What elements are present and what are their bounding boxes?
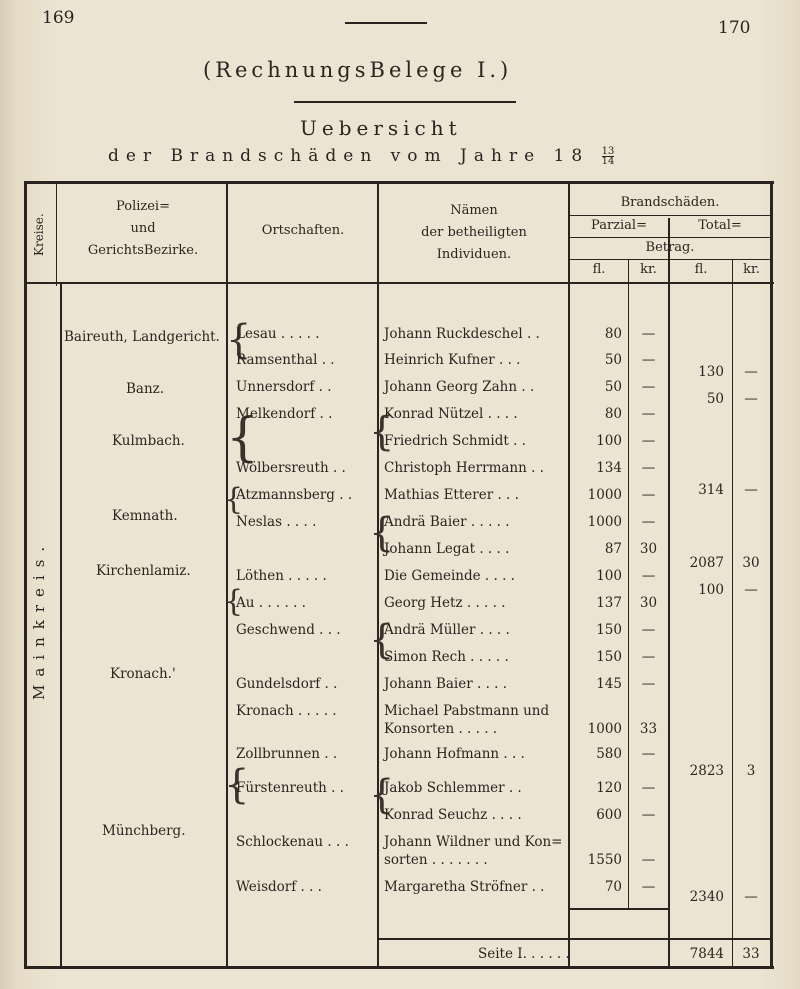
- header-namen: [380, 200, 568, 266]
- individuum-cell: Andrä Baier . . . . .: [384, 514, 510, 530]
- col-line-kreise: [60, 284, 62, 968]
- individuum-cell: Michael Pabstmann und: [384, 703, 550, 719]
- individuum-cell: Johann Hofmann . . .: [384, 746, 525, 762]
- district-label: Kemnath.: [112, 508, 178, 524]
- ortschaft-cell: Melkendorf . .: [236, 406, 333, 422]
- ortschaft-cell: Ramsenthal . .: [236, 352, 335, 368]
- page-number-left: 169: [42, 8, 75, 28]
- parzial-end-rule: [568, 908, 670, 910]
- year-fraction: [602, 147, 615, 166]
- parzial-kr-cell: —: [641, 379, 656, 395]
- individuum-cell: Christoph Herrmann . .: [384, 460, 544, 476]
- header-fl-total: fl.: [694, 262, 708, 277]
- kreis-label: Mainkreis.: [30, 538, 48, 700]
- total-fl: 130: [698, 364, 724, 380]
- district-label: Kulmbach.: [112, 433, 185, 449]
- ortschaft-cell: Geschwend . . .: [236, 622, 341, 638]
- individuum-cell: Margaretha Ströfner . .: [384, 879, 545, 895]
- parzial-kr-cell: —: [641, 352, 656, 368]
- individuum-cell: Mathias Etterer . . .: [384, 487, 519, 503]
- total-kr: —: [744, 889, 758, 905]
- footer-label: Seite I. . . . . .: [478, 946, 570, 962]
- page-title: (RechnungsBelege I.): [203, 58, 513, 82]
- parzial-kr-cell: —: [641, 460, 656, 476]
- subtitle-line: [108, 146, 614, 166]
- parzial-fl-cell: 600: [596, 807, 622, 823]
- table-top-rule: [24, 181, 774, 184]
- individuum-cell: Jakob Schlemmer . .: [384, 780, 522, 796]
- col-line-parzial-kr: [628, 260, 629, 910]
- parzial-fl-cell: 87: [604, 541, 622, 557]
- parzial-kr-cell: —: [641, 326, 656, 342]
- page-number-right: 170: [718, 18, 751, 38]
- brace-icon: {: [369, 772, 395, 818]
- total-fl: 100: [698, 582, 724, 598]
- individuum-cell: Konsorten . . . . .: [384, 721, 498, 737]
- parzial-fl-cell: 137: [596, 595, 622, 611]
- header-bottom-rule: [24, 282, 774, 284]
- parzial-fl-cell: 134: [596, 460, 622, 476]
- table-right-rule: [770, 181, 773, 968]
- total-fl: 2340: [689, 889, 724, 905]
- brace-icon: {: [224, 584, 244, 619]
- header-namen-1: Nämen: [450, 203, 498, 218]
- header-polizei-2: und: [130, 221, 156, 236]
- parzial-kr-cell: —: [641, 676, 656, 692]
- total-fl: 50: [706, 391, 724, 407]
- parzial-fl-cell: 145: [596, 676, 622, 692]
- total-kr: —: [744, 391, 758, 407]
- header-fl-parzial: fl.: [592, 262, 606, 277]
- brace-icon: {: [369, 510, 395, 556]
- parzial-kr-cell: —: [641, 879, 656, 895]
- parzial-fl-cell: 150: [596, 649, 622, 665]
- parzial-fl-cell: 70: [604, 879, 622, 895]
- parzial-kr-cell: 30: [639, 541, 658, 557]
- parzial-fl-cell: 1000: [587, 721, 622, 737]
- parzial-fl-cell: 1000: [587, 487, 622, 503]
- ortschaft-cell: Zollbrunnen . .: [236, 746, 338, 762]
- header-namen-2: der betheiligten: [421, 225, 527, 240]
- parzial-kr-cell: —: [641, 807, 656, 823]
- parzial-fl-cell: 580: [596, 746, 622, 762]
- ortschaft-cell: Atzmannsberg . .: [236, 487, 353, 503]
- ortschaft-cell: Au . . . . . .: [236, 595, 306, 611]
- parzial-kr-cell: 30: [639, 595, 658, 611]
- parzial-kr-cell: —: [641, 622, 656, 638]
- ortschaft-cell: Kronach . . . . .: [236, 703, 337, 719]
- individuum-cell: Johann Baier . . . .: [384, 676, 508, 692]
- individuum-cell: sorten . . . . . . .: [384, 852, 488, 868]
- parzial-kr-cell: —: [641, 406, 656, 422]
- parzial-kr-cell: —: [641, 433, 656, 449]
- individuum-cell: Johann Wildner und Kon=: [384, 834, 563, 850]
- individuum-cell: Johann Georg Zahn . .: [384, 379, 535, 395]
- total-fl: 314: [698, 482, 724, 498]
- individuum-cell: Konrad Nützel . . . .: [384, 406, 518, 422]
- parzial-fl-cell: 80: [604, 406, 622, 422]
- individuum-cell: Johann Legat . . . .: [384, 541, 510, 557]
- parzial-fl-cell: 1000: [587, 514, 622, 530]
- brace-icon: {: [369, 409, 395, 455]
- table-left-rule: [24, 181, 27, 968]
- individuum-cell: Heinrich Kufner . . .: [384, 352, 521, 368]
- header-kr-total: kr.: [743, 262, 760, 277]
- total-fl: 2823: [689, 763, 724, 779]
- header-brandschaden: Brandschäden.: [620, 195, 720, 210]
- subtitle-text: der Brandschäden vom Jahre 18: [108, 146, 590, 166]
- header-namen-3: Individuen.: [436, 247, 512, 262]
- parzial-kr-cell: —: [641, 746, 656, 762]
- title-rule: [294, 101, 516, 103]
- parzial-kr-cell: —: [641, 568, 656, 584]
- footer-top-rule: [378, 938, 772, 940]
- parzial-fl-cell: 50: [604, 379, 622, 395]
- total-fl: 2087: [689, 555, 724, 571]
- parzial-fl-cell: 120: [596, 780, 622, 796]
- parzial-fl-cell: 150: [596, 622, 622, 638]
- ortschaft-cell: Unnersdorf . .: [236, 379, 332, 395]
- parzial-fl-cell: 100: [596, 433, 622, 449]
- ortschaft-cell: Neslas . . . .: [236, 514, 317, 530]
- brace-icon: {: [224, 762, 250, 808]
- total-kr: —: [744, 482, 758, 498]
- individuum-cell: Johann Ruckdeschel . .: [384, 326, 540, 342]
- header-rule: [345, 22, 427, 24]
- individuum-cell: Die Gemeinde . . . .: [384, 568, 515, 584]
- col-line-polizei: [226, 181, 228, 968]
- header-polizei-3: GerichtsBezirke.: [87, 243, 199, 258]
- year-frac-den: 14: [601, 156, 615, 167]
- year-frac-num: 13: [601, 146, 615, 157]
- parzial-fl-cell: 100: [596, 568, 622, 584]
- district-label: Kirchenlamiz.: [96, 563, 191, 579]
- brace-icon: {: [226, 317, 252, 363]
- ortschaft-cell: Wölbersreuth . .: [236, 460, 346, 476]
- ortschaft-cell: Löthen . . . . .: [236, 568, 327, 584]
- col-line-name: [568, 181, 570, 968]
- col-line-total-kr: [732, 260, 733, 968]
- header-polizei: [62, 196, 224, 262]
- header-polizei-1: Polizei=: [116, 199, 170, 214]
- parzial-fl-cell: 80: [604, 326, 622, 342]
- footer-total-kr: 33: [742, 946, 760, 962]
- header-kreise: Kreise.: [32, 213, 46, 256]
- header-total: Total=: [698, 218, 742, 233]
- brace-icon: {: [369, 617, 395, 663]
- parzial-kr-cell: —: [641, 487, 656, 503]
- ortschaft-cell: Fürstenreuth . .: [236, 780, 344, 796]
- table-bottom-rule: [24, 966, 774, 969]
- ortschaft-cell: Gundelsdorf . .: [236, 676, 338, 692]
- district-label: Baireuth, Landgericht.: [64, 329, 220, 345]
- parzial-kr-cell: —: [641, 649, 656, 665]
- header-betrag: Betrag.: [645, 240, 695, 255]
- ortschaft-cell: Lesau . . . . .: [236, 326, 320, 342]
- total-kr: —: [744, 582, 758, 598]
- parzial-kr-cell: —: [641, 780, 656, 796]
- header-parzial: Parzial=: [591, 218, 647, 233]
- total-kr: 3: [746, 763, 756, 779]
- total-kr: 30: [742, 555, 760, 571]
- ortschaft-cell: Schlockenau . . .: [236, 834, 349, 850]
- individuum-cell: Andrä Müller . . . .: [384, 622, 510, 638]
- col-line-ort: [377, 181, 379, 968]
- district-label: Kronach.': [110, 666, 176, 682]
- parzial-kr-cell: —: [641, 514, 656, 530]
- subtitle-heading: Uebersicht: [300, 116, 462, 140]
- individuum-cell: Konrad Seuchz . . . .: [384, 807, 522, 823]
- header-kr-parzial: kr.: [640, 262, 657, 277]
- parzial-kr-cell: 33: [639, 721, 658, 737]
- parzial-kr-cell: —: [641, 852, 656, 868]
- individuum-cell: Georg Hetz . . . . .: [384, 595, 506, 611]
- header-ortschaften: Ortschaften.: [261, 223, 345, 238]
- footer-total-fl: 7844: [689, 946, 724, 962]
- brace-icon: {: [226, 408, 260, 468]
- col-line-parzial: [668, 218, 670, 968]
- parzial-fl-cell: 50: [604, 352, 622, 368]
- district-label: Münchberg.: [102, 823, 186, 839]
- individuum-cell: Simon Rech . . . . .: [384, 649, 509, 665]
- brace-icon: {: [224, 482, 244, 517]
- district-label: Banz.: [126, 381, 165, 397]
- individuum-cell: Friedrich Schmidt . .: [384, 433, 526, 449]
- ortschaft-cell: Weisdorf . . .: [236, 879, 322, 895]
- parzial-fl-cell: 1550: [587, 852, 622, 868]
- total-kr: —: [744, 364, 758, 380]
- col-line-kreise-h: [56, 181, 57, 286]
